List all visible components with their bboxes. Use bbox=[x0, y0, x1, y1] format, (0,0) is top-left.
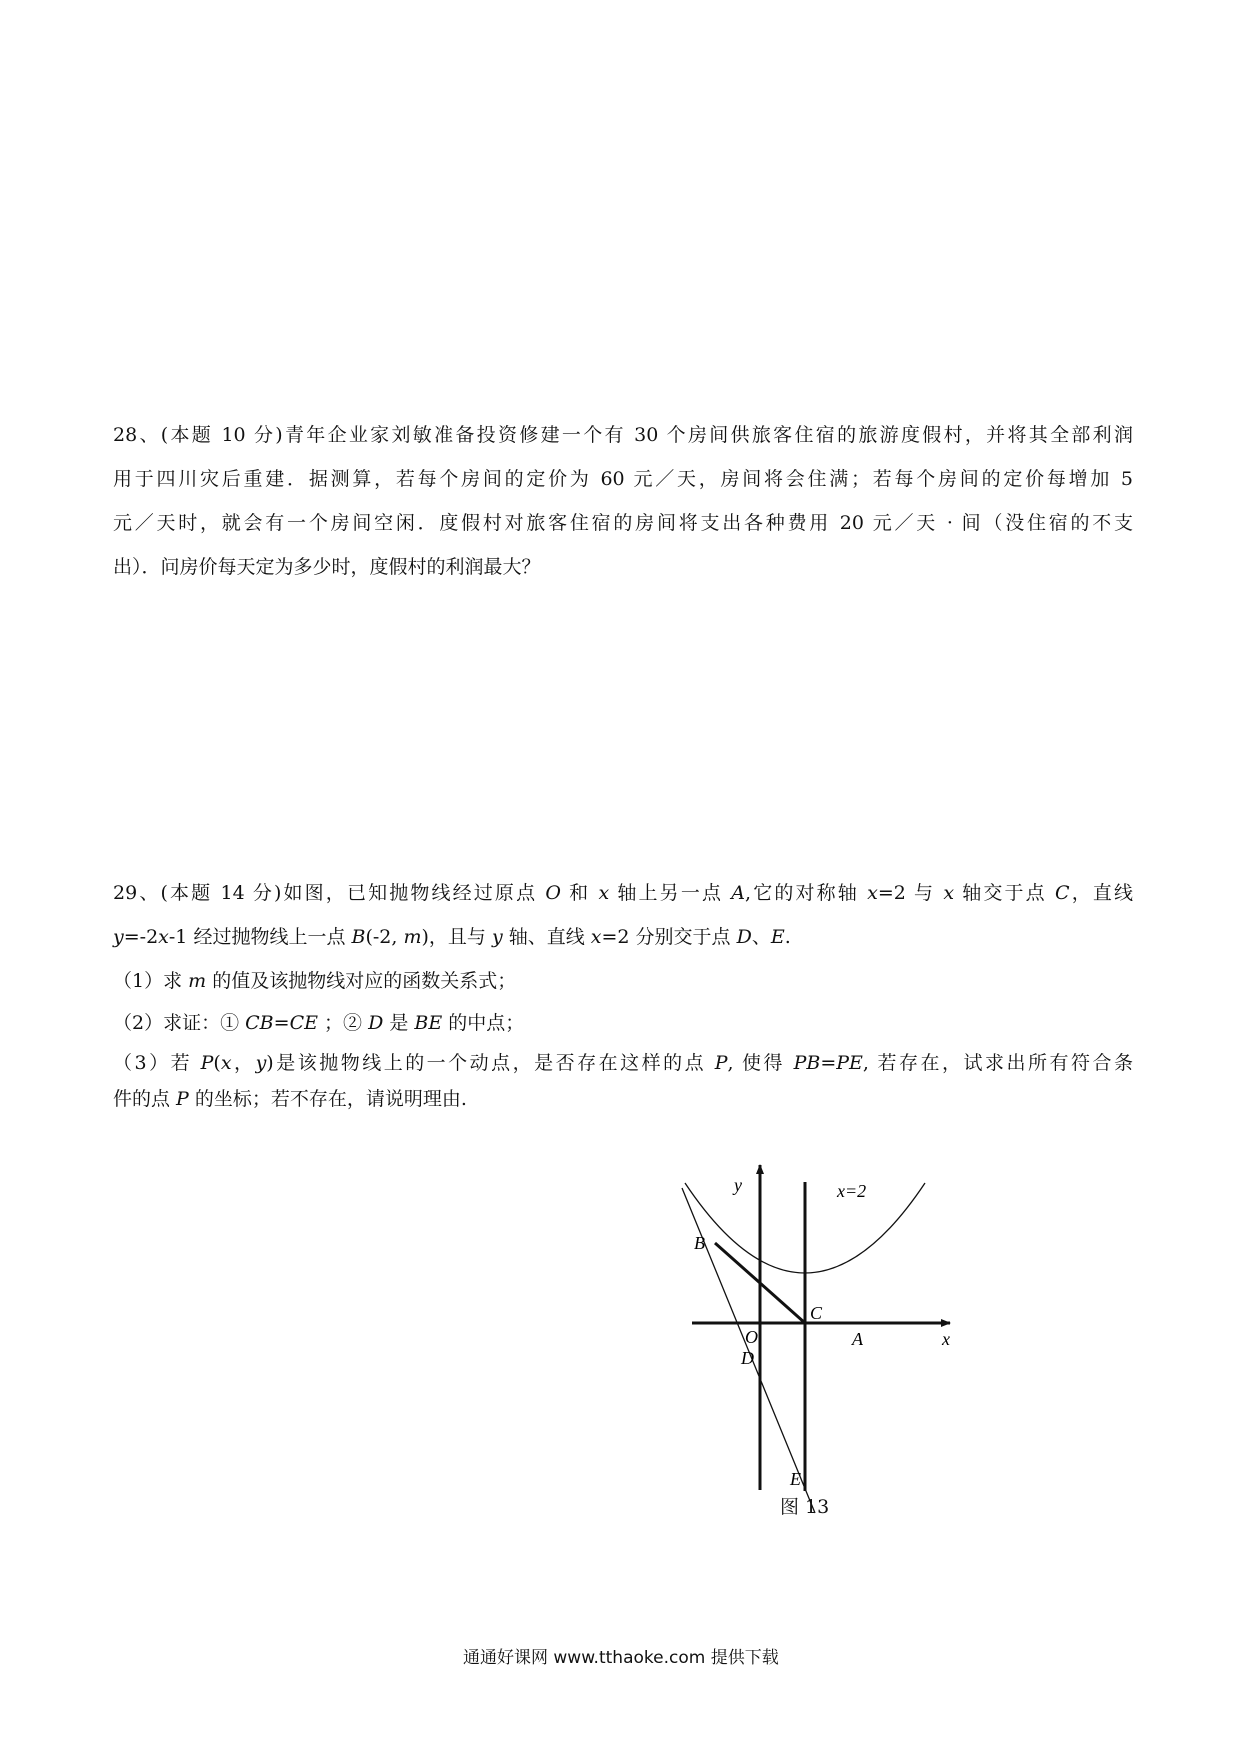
figure-13 bbox=[672, 1155, 972, 1510]
label-point-c: C bbox=[810, 1303, 823, 1323]
label-point-e: E bbox=[790, 1469, 801, 1489]
problem-29-line-1: 29、(本题 14 分)如图，已知抛物线经过原点 O 和 x 轴上另一点 A,它的对称轴 x=2 与 x 轴交于点 C，直线 bbox=[113, 882, 1133, 904]
label-y-axis: y bbox=[734, 1175, 742, 1195]
problem-28-line-1: 28、(本题 10 分)青年企业家刘敏准备投资修建一个有 30 个房间供旅客住宿的旅游度假村，并将其全部利润 bbox=[113, 424, 1133, 446]
page-footer: 通通好课网 www.tthaoke.com 提供下载 bbox=[463, 1648, 779, 1668]
problem-29-question-2: （2）求证：① CB=CE ；② D 是 BE 的中点； bbox=[113, 1012, 525, 1034]
label-point-d: D bbox=[741, 1348, 754, 1368]
label-x-axis: x=2 bbox=[837, 1181, 867, 1201]
problem-28-line-2: 用于四川灾后重建．据测算，若每个房间的定价为 60 元／天，房间将会住满；若每个房间的定价每增加 5 bbox=[113, 468, 1133, 490]
label-x-axis-end: x bbox=[942, 1329, 950, 1349]
figure-13-diagram bbox=[672, 1155, 972, 1510]
label-point-o: O bbox=[745, 1327, 758, 1347]
label-point-b: B bbox=[694, 1233, 705, 1253]
problem-28-line-4: 出）．问房价每天定为多少时，度假村的利润最大？ bbox=[113, 556, 541, 578]
label-point-a: A bbox=[852, 1329, 863, 1349]
problem-28-line-3: 元／天时，就会有一个房间空闲．度假村对旅客住宿的房间将支出各种费用 20 元／天 · 间（没住宿的不支 bbox=[113, 512, 1133, 534]
figure-caption: 图 13 bbox=[780, 1496, 830, 1518]
problem-29-question-3: （3）若 P(x，y)是该抛物线上的一个动点，是否存在这样的点 P, 使得 PB=PE, 若存在，试求出所有符合条 bbox=[113, 1052, 1133, 1074]
problem-29-question-3-cont: 件的点 P 的坐标；若不存在，请说明理由. bbox=[113, 1088, 467, 1110]
problem-29-line-2: y=-2x-1 经过抛物线上一点 B(-2, m)，且与 y 轴、直线 x=2 分别交于点 D、E. bbox=[113, 926, 791, 948]
problem-29-question-1: （1）求 m 的值及该抛物线对应的函数关系式； bbox=[113, 970, 517, 992]
